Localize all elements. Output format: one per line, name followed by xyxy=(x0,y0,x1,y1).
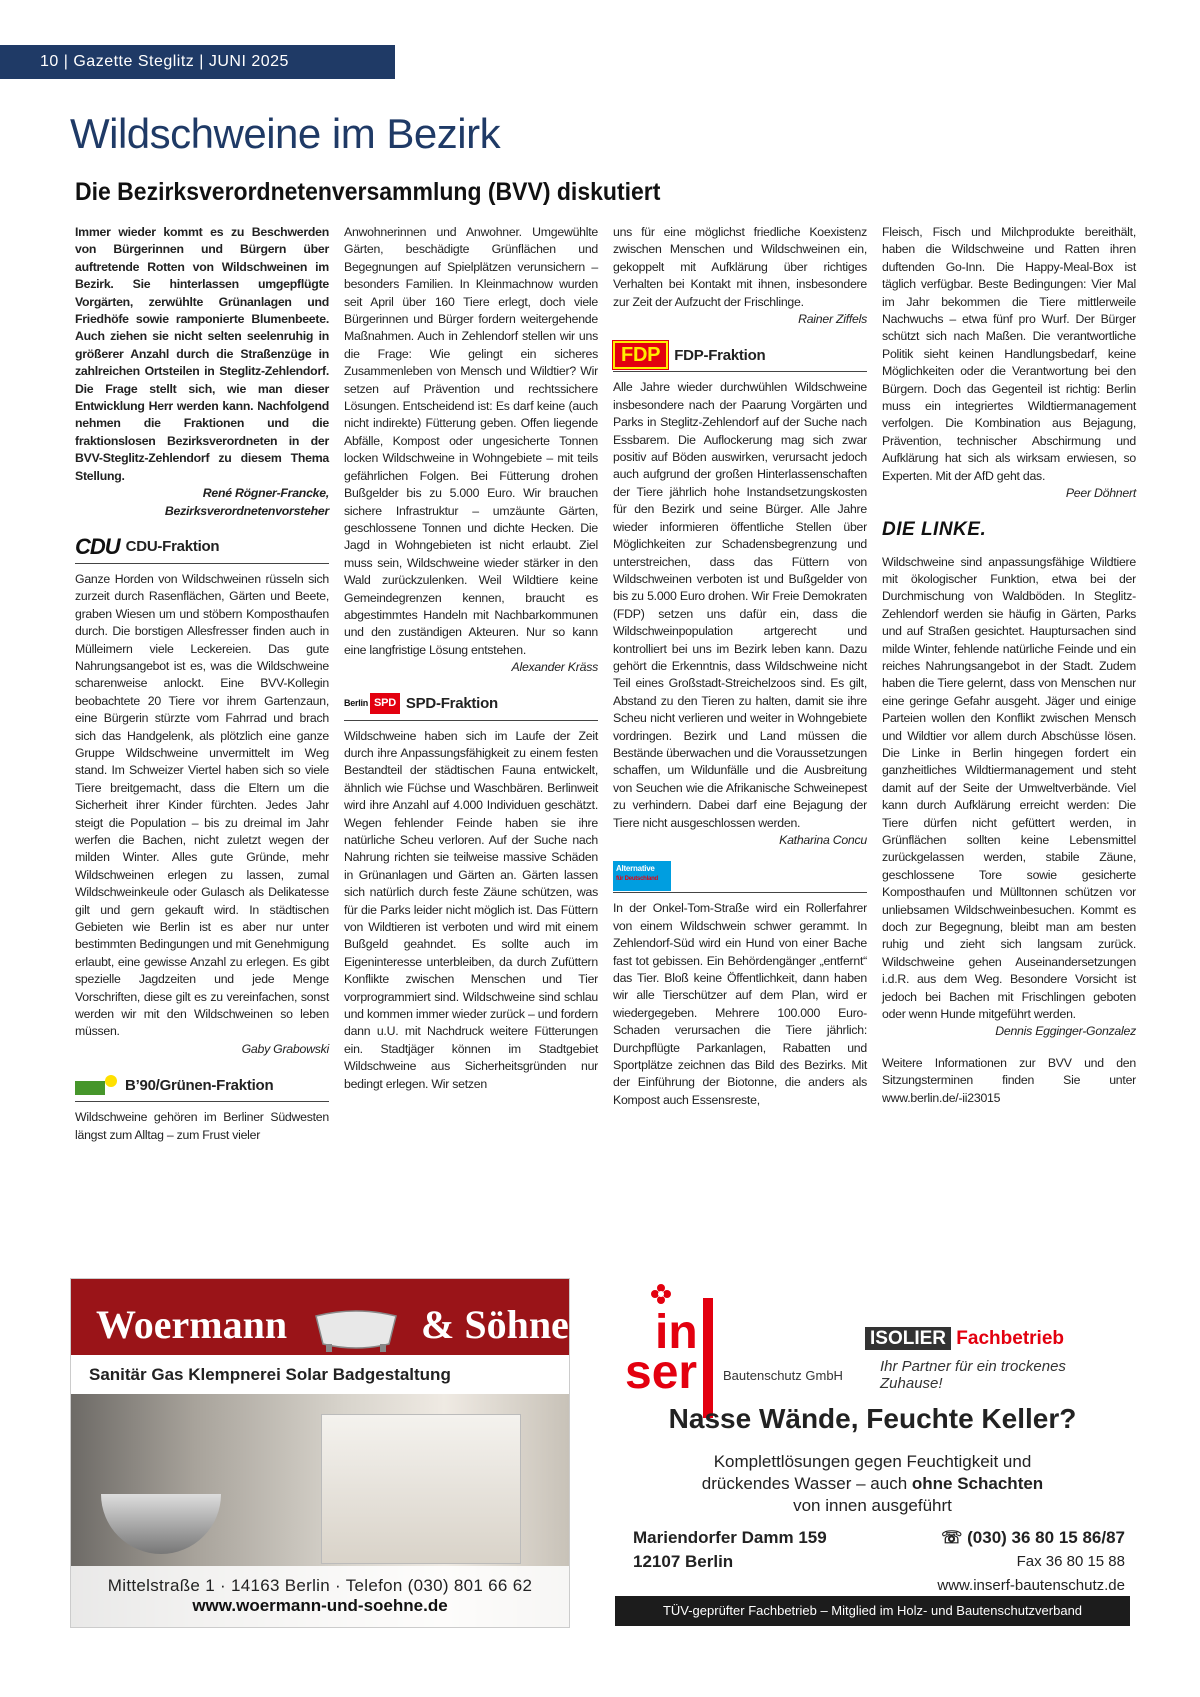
inserf-contact xyxy=(937,1526,1125,1598)
isolier-badge xyxy=(865,1328,1064,1350)
phone-icon: ☏ xyxy=(941,1528,968,1547)
fdp-author: Katharina Concu xyxy=(779,833,867,847)
bathtub-icon xyxy=(311,1304,401,1354)
gruene-text-start: Wildschweine gehören im Berliner Südwesten längst zum Alltag – zum Frust vieler xyxy=(75,1110,329,1142)
inserf-ad xyxy=(615,1278,1130,1628)
inserf-sub-line-2 xyxy=(615,1473,1130,1495)
flower-icon xyxy=(650,1283,672,1305)
article-subtitle: Die Bezirksverordnetenversammlung (BVV) diskutiert xyxy=(75,178,661,206)
afd-logo-text: Alternative xyxy=(616,864,655,874)
inserf-company: Bautenschutz GmbH xyxy=(723,1368,843,1383)
afd-heading xyxy=(613,863,867,893)
woermann-address: Mittelstraße 1 · 14163 Berlin · Telefon (030) 801 66 62 xyxy=(107,1576,533,1595)
isolier-label: ISOLIER xyxy=(865,1327,951,1350)
inserf-bottom-bar: TÜV-geprüfter Fachbetrieb – Mitglied im Holz- und Bautenschutzverband xyxy=(615,1596,1130,1626)
inserf-street: Mariendorfer Damm 159 xyxy=(633,1528,827,1547)
cdu-logo: CDU xyxy=(75,534,120,560)
spd-text-start: Wildschweine haben sich im Laufe der Zeit durch ihre Anpassungsfähigkeit zu einem festen Bestandteil der städtischen Fauna entwickelt, ähnlich wie Füchse und Waschbären. Berlinweit wird ihre Anzahl auf 4.000 Individuen geschätzt. Wegen fehlender Feinde haben sie ihre natürliche Scheu verloren. Auf der Suche nach Nahrung richten sie teilweise massive Schäden in Grünanlagen und Gärten an. Gärten lassen sich natürlich durch feste Zäune schützen, was für die Parks leider nicht möglich ist. Das Füttern von Wildtieren ist verboten und wird mit einem Bußgeld geahndet. Es sollte auch im Eigeninteresse unterbleiben, da durch Zufüttern Konflikte zwischen Menschen und Tier vorprogrammiert sind. Wildschweine sind schlau und kommen immer wieder zurück – und fordern dann u.U. mit Nachdruck weitere Fütterungen ein. Stadtjäger können im Stadtgebiet Wildschweine aus Sicherheitsgründen nur bedingt erlegen. Wir setzen xyxy=(344,728,598,1091)
bathroom-room-shape xyxy=(321,1414,521,1564)
inserf-sub-2a: drückendes Wasser – auch xyxy=(701,1474,912,1493)
cdu-heading xyxy=(75,534,329,564)
woermann-tagline: Sanitär Gas Klempnerei Solar Badgestaltung xyxy=(71,1355,569,1394)
afd-logo xyxy=(613,861,671,891)
inserf-fax: Fax 36 80 15 88 xyxy=(1016,1553,1125,1570)
inserf-address xyxy=(633,1526,827,1574)
spd-logo xyxy=(344,693,400,714)
spd-name: SPD-Fraktion xyxy=(405,694,498,712)
gruene-logo-icon xyxy=(75,1073,119,1097)
footer-note: Weitere Informationen zur BVV und den Sitzungsterminen finden Sie unter www.berlin.de/-ii23015 xyxy=(882,1055,1136,1105)
inserf-title: Nasse Wände, Feuchte Keller? xyxy=(668,1403,1077,1434)
linke-text: Wildschweine sind anpassungsfähige Wildtiere mit ökologischer Funktion, etwa bei der Durchmischung von Waldböden. In Steglitz-Zehlendorf werden sie häufig in Gärten, Parks und auf Straßen gesichtet. Hauptursachen sind milde Winter, fehlende natürliche Feinde und ein reiches Nahrungsangebot in der Stadt. Zudem haben die Tiere gelernt, dass von Menschen nur eine geringe Gefahr ausgeht. Jäger und einige Parteien wollen den Konflikt zwischen Mensch und Wildtier vor allem durch Abschüsse lösen. Die Linke in Berlin hingegen fordert ein ganzheitliches Wildtiermanagement und steht damit auf der Seite der Umweltverbände. Viel kann durch Aufklärung erreicht werden: Die Tiere dürfen nicht gefüttert werden, in Grünflächen sollten keine Lebensmittel zurückgelassen werden, stabile Zäune, geschlossene Tore sowie gesicherte Komposthaufen und Mülltonnen schützen vor unliebsamen Wildschweinbesuchen. Kommt es doch zur Begegnung, bleibt man am besten ruhig und zieht sich langsam zurück. Wildschweine gehen Auseinandersetzungen i.d.R. aus dem Weg. Besondere Vorsicht ist jedoch bei Bachen mit Frischlingen geboten oder wenn Hunde mitgeführt werden. xyxy=(882,554,1136,1022)
spd-logo-mark: SPD xyxy=(370,693,400,714)
inserf-slogan: Ihr Partner für ein trockenes Zuhause! xyxy=(880,1358,1066,1392)
linke-logo: DIE LINKE. xyxy=(882,519,987,541)
inserf-phone-line xyxy=(937,1526,1125,1550)
gruene-text-cont: Anwohnerinnen und Anwohner. Umgewühlte Gärten, beschädigte Grünflächen und Begegnungen auf Spielplätzen verunsichern – besonders Familien. In Kleinmachnow wurden seit April über 160 Tiere erlegt, doch viele Bürgerinnen und Bürger fordern weitergehende Maßnahmen. Auch in Zehlendorf stellen wir uns die Frage: Wie gelingt ein sicheres Zusammenleben von Mensch und Wildtier? Wir setzen auf Prävention und rechtssichere Lösungen. Entscheidend ist: Es darf keine (auch nicht indirekte) Fütterung geben. Offen liegende Abfälle, Kompost oder ungesicherte Tonnen locken Wildschweine in Wohngebiete – mit teils gefährlichen Folgen. Bei Fütterung drohen Bußgelder bis zu 5.000 Euro. Wir brauchen sichere Infrastruktur – umzäunte Gärten, geschlossene Tonnen und dichte Hecken. Die Jagd in Wohngebieten ist nicht erlaubt. Ziel muss sein, Wildschweine wieder stärker in den Wald zurückzulenken. Weil Wildtiere keine Gemeindegrenzen kennen, braucht es abgestimmtes Handeln mit Nachbarkommunen und den zuständigen Akteuren. Nur so kann eine langfristige Lösung entstehen. xyxy=(344,225,598,657)
intro-text: Immer wieder kommt es zu Beschwerden von Bürgerinnen und Bürgern über auftretende Rotten von Wildschweinen im Bezirk. Sie hinterlassen umgepflügte Vorgärten, zerwühlte Grünanlagen und Friedhöfe sowie ramponierte Blumenbeete. Auch ziehen sie nicht selten seelenruhig in größerer Anzahl durch die Straßenzüge in zahlreichen Ortsteilen in Steglitz-Zehlendorf. Die Frage stellt sich, wie man dieser Entwicklung Herr werden kann. Nachfolgend nehmen die Fraktionen und die fraktionslosen Bezirksverordneten in der BVV-Steglitz-Zehlendorf zu diesem Thema Stellung. xyxy=(75,225,329,483)
sink-shape xyxy=(101,1494,221,1554)
afd-author: Peer Döhnert xyxy=(1065,486,1136,501)
spd-logo-city: Berlin xyxy=(344,697,369,708)
linke-heading xyxy=(882,517,1136,547)
inserf-logo xyxy=(625,1306,698,1399)
inserf-logo-top: in xyxy=(655,1306,698,1359)
woermann-url[interactable]: www.woermann-und-soehne.de xyxy=(192,1596,448,1615)
inserf-sub-line-3: von innen ausgeführt xyxy=(793,1496,952,1515)
fachbetrieb-label: Fachbetrieb xyxy=(956,1328,1064,1349)
spd-author: Rainer Ziffels xyxy=(798,312,867,327)
page-header: 10 | Gazette Steglitz | JUNI 2025 xyxy=(0,45,395,79)
woermann-name-right: & Söhne xyxy=(421,1302,569,1347)
inserf-sub-line-1: Komplettlösungen gegen Feuchtigkeit und xyxy=(713,1452,1032,1471)
woermann-contact xyxy=(71,1566,569,1628)
spd-text-cont: uns für eine möglichst friedliche Koexistenz zwischen Menschen und Wildschweinen ein, gekoppelt mit Aufklärung über richtiges Verhalten bei Kontakt mit ihnen, insbesondere zur Zeit der Aufzucht der Frischlinge. xyxy=(613,225,867,309)
woermann-banner xyxy=(71,1279,569,1394)
afd-logo-sub: für Deutschland xyxy=(616,876,658,883)
column-2 xyxy=(344,224,598,1093)
cdu-text: Ganze Horden von Wildschweinen rüsseln sich zurzeit durch Rasenflächen, Gärten und Beete, graben Wiesen um und stöbern Komposthaufen durch. Die borstigen Allesfresser finden auch in Mülleimern viele Leckereien. Das gute Nahrungsangebot ist es, was die Wildschweine scharenweise anlockt. Eine BVV-Kollegin beobachtete 20 Tiere vor ihrem Gartenzaun, eine Bürgerin stürzte vom Fahrrad und brach sich das Handgelenk, als plötzlich eine ganze Gruppe Wildschweine unvermittelt im Weg stand. Im Schweizer Viertel haben sich so viele Tiere breitgemacht, dass die Eltern um die Sicherheit ihrer Kinder fürchten. Jedes Jahr steigt die Population – bis zu dreimal im Jahr werfen die Bachen, nicht zuletzt wegen der milden Winter. Alles gute Gründe, mehr Wildschweinen erlegen zu lassen, zumal Wildschweinkeule oder Gulasch als Delikatesse gilt und gern gekauft wird. In städtischen Gebieten wie Berlin ist es aber nur unter bestimmten Bedingungen und mit Genehmigung erlaubt, eine gewisse Anzahl zu erlegen. Es gibt spezielle Jagdzeiten und jede Menge Vorschriften, diese gilt es zu vereinfachen, sonst werden wir mit den Wildschweinen so leben müssen. xyxy=(75,571,329,1039)
inserf-sub-2b: ohne Schachten xyxy=(911,1474,1044,1493)
fdp-logo: FDP xyxy=(613,341,668,369)
inserf-phone[interactable]: (030) 36 80 15 86/87 xyxy=(967,1528,1125,1547)
inserf-logo-bar xyxy=(703,1298,713,1418)
column-4 xyxy=(882,224,1136,1107)
gruene-heading xyxy=(75,1072,329,1102)
linke-author: Dennis Egginger-Gonzalez xyxy=(995,1024,1136,1039)
cdu-name: CDU-Fraktion xyxy=(125,538,220,556)
gruene-author: Alexander Kräss xyxy=(511,660,598,675)
intro-author: René Rögner-Francke, xyxy=(202,486,329,501)
woermann-ad xyxy=(70,1278,570,1628)
article-title: Wildschweine im Bezirk xyxy=(70,110,501,157)
inserf-logo-bottom: ser xyxy=(625,1346,698,1399)
spd-heading xyxy=(344,691,598,721)
fdp-heading xyxy=(613,342,867,372)
inserf-city: 12107 Berlin xyxy=(633,1552,734,1571)
column-1 xyxy=(75,224,329,1144)
afd-text-cont: Fleisch, Fisch und Milchprodukte bereithält, haben die Wildschweine und Ratten ihren duftenden Go-Inn. Die Happy-Meal-Box ist täglich verfügbar. Beste Bedingungen: Vier Mal im Jahr bekommen die Tiere mittlerweile Nachwuchs – etwa fünf pro Wurf. Der Bürger schützt sich nach Maßen. Die verantwortliche Politik sieht keinen Handlungsbedarf, keine Möglichkeiten oder die Verantwortung bei den Bürgern. Doch das Gegenteil ist richtig: Berlin muss ein integriertes Wildtiermanagement verfolgen. Die Kombination aus Bejagung, Prävention, technischer Abschirmung und Aufklärung hat sich als wirksam erwiesen, so Experten. Mit der AfD geht das. xyxy=(882,225,1136,483)
inserf-url[interactable]: www.inserf-bautenschutz.de xyxy=(937,1577,1125,1594)
column-3 xyxy=(613,224,867,1109)
woermann-name-left: Woermann xyxy=(96,1302,288,1347)
afd-text-start: In der Onkel-Tom-Straße wird ein Rollerfahrer von einem Wildschwein schwer gerammt. In Zehlendorf-Süd wird ein Hund von einer Bache fast tot gebissen. Ein Behördengänger „entfernt“ das Tier. Bloß keine Öffentlichkeit, dann haben wir alle Tierschützer auf dem Plan, wird er wiedergegeben. Mehrere 100.000 Euro-Schaden verursachen die Tiere jährlich: Durchpflügte Parkanlagen, Rabatten und Sportplätze zeichnen das Bild des Bezirks. Mit der Einführung der Biotonne, die anders als Kompost auch Essensreste, xyxy=(613,901,867,1107)
intro-author-role: Bezirksverordnetenvorsteher xyxy=(164,503,329,518)
cdu-author: Gaby Grabowski xyxy=(241,1041,329,1056)
fdp-text: Alle Jahre wieder durchwühlen Wildschweine insbesondere nach der Paarung Vorgärten und Parks in Steglitz-Zehlendorf auf der Suche nach Essbarem. Die Auflockerung mag sich zwar positiv auf Böden auswirken, verursacht jedoch auch aufgrund der großen Hinterlassenschaften der Tiere jährlich hohe Instandsetzungskosten für den Bezirk und seine Bürger. Alle Jahre wieder informieren öffentliche Stellen über Möglichkeiten zur Schadensbegrenzung und unterstreichen, dass das Füttern von Wildschweinen verboten ist und Bußgelder von bis zu 5.000 Euro drohen. Wir Freie Demokraten (FDP) setzen uns dafür ein, dass die Wildschweinpopulation artgerecht und kontrolliert bei uns im Bezirk leben kann. Dazu gehört die Erkenntnis, dass Wildschweine nicht Teil eines Großstadt-Streichelzoos sind. Es gilt, Abstand zu den Tieren zu halten, damit sie ihre Scheu nicht verlieren und weiter in Wohngebiete vordringen. Bezirk und Land müssen die Bestände überwachen und die Voraussetzungen schaffen, um Wildunfälle und die Ausbreitung von Seuchen wie die Afrikanische Schweinepest zu verhindern. Dabei darf eine Bejagung der Tiere nicht ausgeschlossen werden. xyxy=(613,380,867,830)
fdp-name: FDP-Fraktion xyxy=(674,346,766,364)
inserf-subtitle xyxy=(615,1451,1130,1517)
gruene-name: B’90/Grünen-Fraktion xyxy=(125,1076,274,1094)
